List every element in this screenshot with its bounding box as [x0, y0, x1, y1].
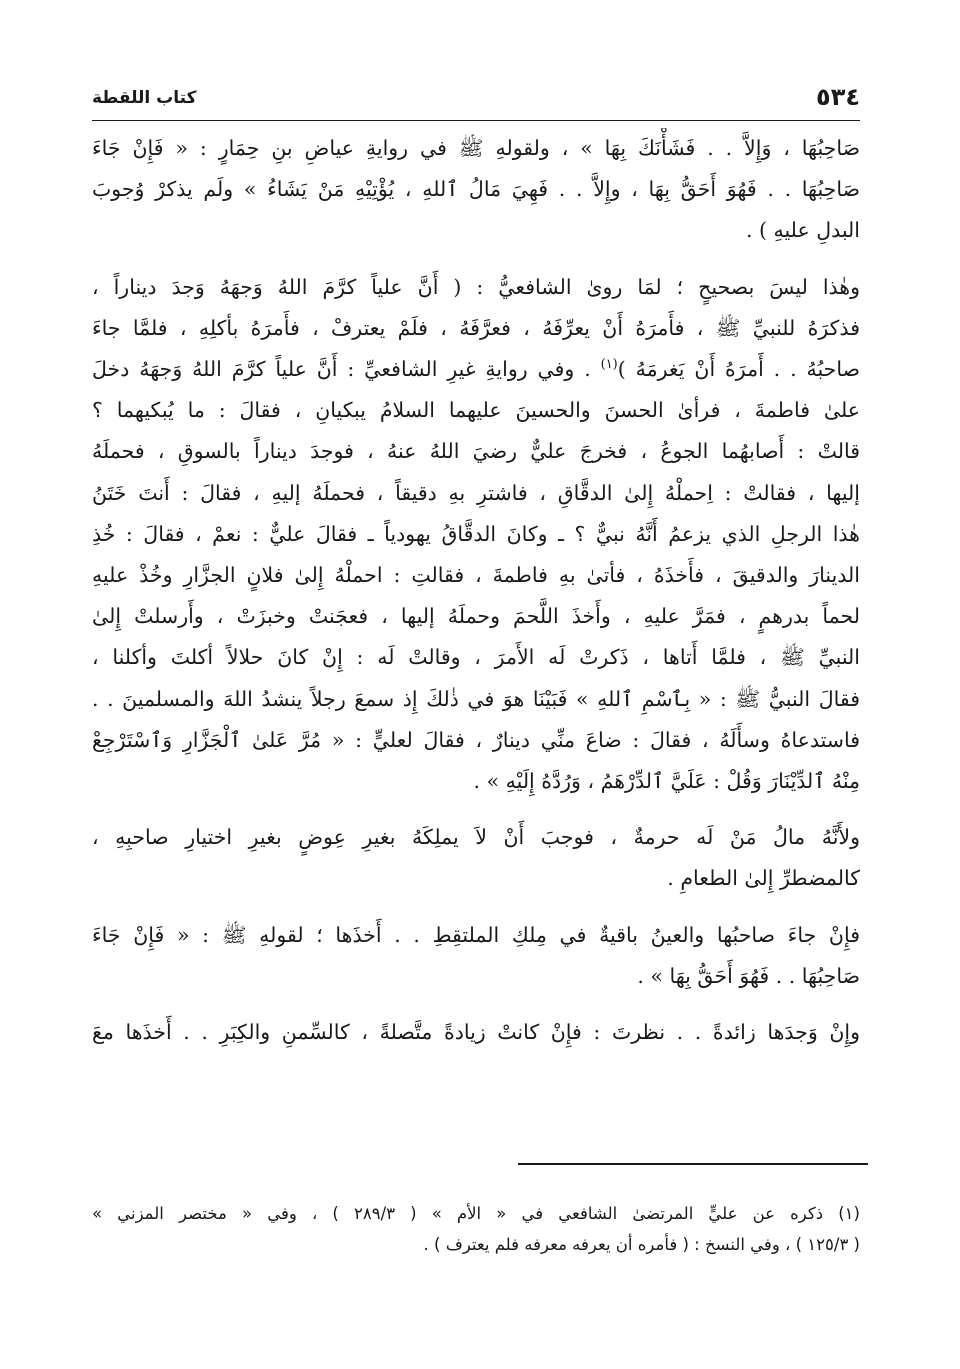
text-line: هٰذا الرجلِ الذي يزعمُ أَنَّهُ نبيٌّ ؟ ـ وكانَ الدقَّاقُ يهودياً ـ فقالَ عليٌّ : نعمْ ، فقالَ : خُذِ — [92, 521, 860, 546]
paragraph-3 — [92, 817, 860, 899]
running-title: كتاب اللقطة — [92, 88, 197, 108]
text-segment: صاحبُهُ . . أَمرَهُ أَنْ يَغرمَهُ ) — [617, 357, 860, 382]
paragraph-4 — [92, 915, 860, 997]
footnote-1 — [92, 1198, 860, 1260]
text-line: صَاحِبُهَا . . فَهُوَ أَحَقُّ بِهَا » . — [637, 963, 860, 988]
footnote-line: ( ١٢٥/٣ ) ، وفي النسخ : ( فأمره أن يعرفه معرفه فلم يعترف ) . — [423, 1235, 860, 1254]
page-number: ٥٣٤ — [816, 83, 860, 111]
text-line: وهٰذا ليسَ بصحيحٍ ؛ لمَا روىٰ الشافعيُّ : ( أَنَّ علياً كرَّمَ اللهُ وَجهَهُ وَجدَ ديناراً ، — [92, 274, 860, 299]
main-text — [92, 128, 860, 1053]
text-line: البدلِ عليهِ ) . — [745, 218, 860, 243]
footnotes — [92, 1198, 860, 1260]
footnote-separator — [518, 1163, 868, 1165]
text-line: إليها ، فقالتْ : اِحملْهُ إِلىٰ الدقَّاقِ ، فاشترِ بهِ دقيقاً ، فحملَهُ إليهِ ، فقالَ : أَنتَ خَتَنُ — [92, 480, 860, 505]
text-line: علىٰ فاطمةَ ، فرأىٰ الحسنَ والحسينَ عليهما السلامُ يبكيانِ ، فقالَ : ما يُبكيهما ؟ — [92, 398, 860, 423]
text-line: مِنْهُ ٱلدِّيْنَارَ وَقُلْ : عَلَيَّ ٱلدِّرْهَمُ ، وَرُدَّهُ إِلَيْهِ » . — [473, 769, 860, 794]
text-line: النبيِّ ﷺ ، فلمَّا أَتاها ، ذَكرتْ لَه الأَمرَ ، وقالتْ لَه : إِنْ كانَ حلالاً أكلتَ وأكلنا ، — [92, 645, 860, 670]
text-line: الدينارَ والدقيقَ ، فأَخذَهُ ، فأتىٰ بهِ فاطمةَ ، فقالتِ : احملْهُ إِلىٰ فلانٍ الجزَّارِ وخُذْ عليهِ — [92, 563, 860, 588]
text-line: صَاحِبُهَا ، وَإِلاَّ . . فَشَأْنَكَ بِهَا » ، ولقولهِ ﷺ في روايةِ عياضِ بنِ حِمَارٍ : « فَإِنْ جَاءَ — [92, 136, 860, 160]
text-line: فقالَ النبيُّ ﷺ : « بِٱسْمِ ٱللهِ » فَبَيْنَا هوَ في ذٰلكَ إِذ سمعَ رجلاً ينشدُ اللهَ والمسلمينَ . . — [92, 686, 860, 711]
text-line: قالتْ : أَصابهُما الجوعُ ، فخرجَ عليٌّ رضيَ اللهُ عنهُ ، فوجدَ ديناراً بالسوقِ ، فحملَهُ — [92, 439, 860, 464]
header-rule — [92, 120, 860, 121]
text-line: لحماً بدرهمٍ ، فمَرَّ عليهِ ، وأَخذَ اللَّحمَ وحملَهُ إليها ، فعجَنتْ وخبزَتْ ، وأَرسلتْ إِلىٰ — [92, 604, 860, 629]
paragraph-5 — [92, 1012, 860, 1053]
footnote-reference[interactable]: (١) — [600, 357, 618, 373]
footnote-line: (١) ذكره عن عليٍّ المرتضىٰ الشافعي في « الأم » ( ٢٨٩/٣ ) ، وفي « مختصر المزني » — [92, 1204, 860, 1223]
text-line: فذكرَهُ للنبيِّ ﷺ ، فأَمرَهُ أَنْ يعرِّفَهُ ، فعرَّفَهُ ، فلَمْ يعترفْ ، فأَمرَهُ بأكلِهِ ، فلمَّا جاءَ — [92, 315, 860, 340]
text-line: وإِنْ وَجدَها زائدةً . . نظرتَ : فإِنْ كانتْ زيادةً متَّصلةً ، كالسِّمنِ والكِبَرِ . . أَخذَها معَ — [92, 1020, 860, 1045]
text-line: فإِنْ جاءَ صاحبُها والعينُ باقيةٌ في مِلكِ الملتقِطِ . . أَخذَها ؛ لقولهِ ﷺ : « فَإِنْ جَاءَ — [92, 922, 860, 947]
paragraph-1 — [92, 128, 860, 252]
text-line: فاستدعاهُ وسأَلَهُ ، فقالَ : ضاعَ منِّي دينارٌ ، فقالَ لعليٍّ : « مُرَّ عَلىٰ ٱلْجَزَّارِ وَٱسْتَرْجِعْ — [92, 727, 860, 752]
paragraph-2 — [92, 267, 860, 803]
page-header — [92, 82, 860, 122]
text-line-with-footnote — [92, 349, 860, 390]
text-line: كالمضطرِّ إِلىٰ الطعامِ . — [667, 866, 860, 891]
text-line: ولأَنَّهُ مالُ مَنْ لَه حرمةٌ ، فوجبَ أَنْ لاَ يملِكَهُ بغيرِ عِوضٍ بغيرِ اختيارِ صاحبِهِ ، — [92, 825, 860, 850]
text-segment: . وفي روايةِ غيرِ الشافعيِّ : أَنَّ علياً كرَّمَ اللهُ وَجهَهُ دخلَ — [92, 357, 601, 382]
text-line: صَاحِبُهَا . . فَهُوَ أَحَقُّ بِهَا ، وإِلاَّ . . فَهِيَ مَالُ ٱللهِ ، يُؤْتِيْهِ مَنْ يَشَاءُ » ولَم يذكرْ وُجوبَ — [92, 177, 860, 202]
